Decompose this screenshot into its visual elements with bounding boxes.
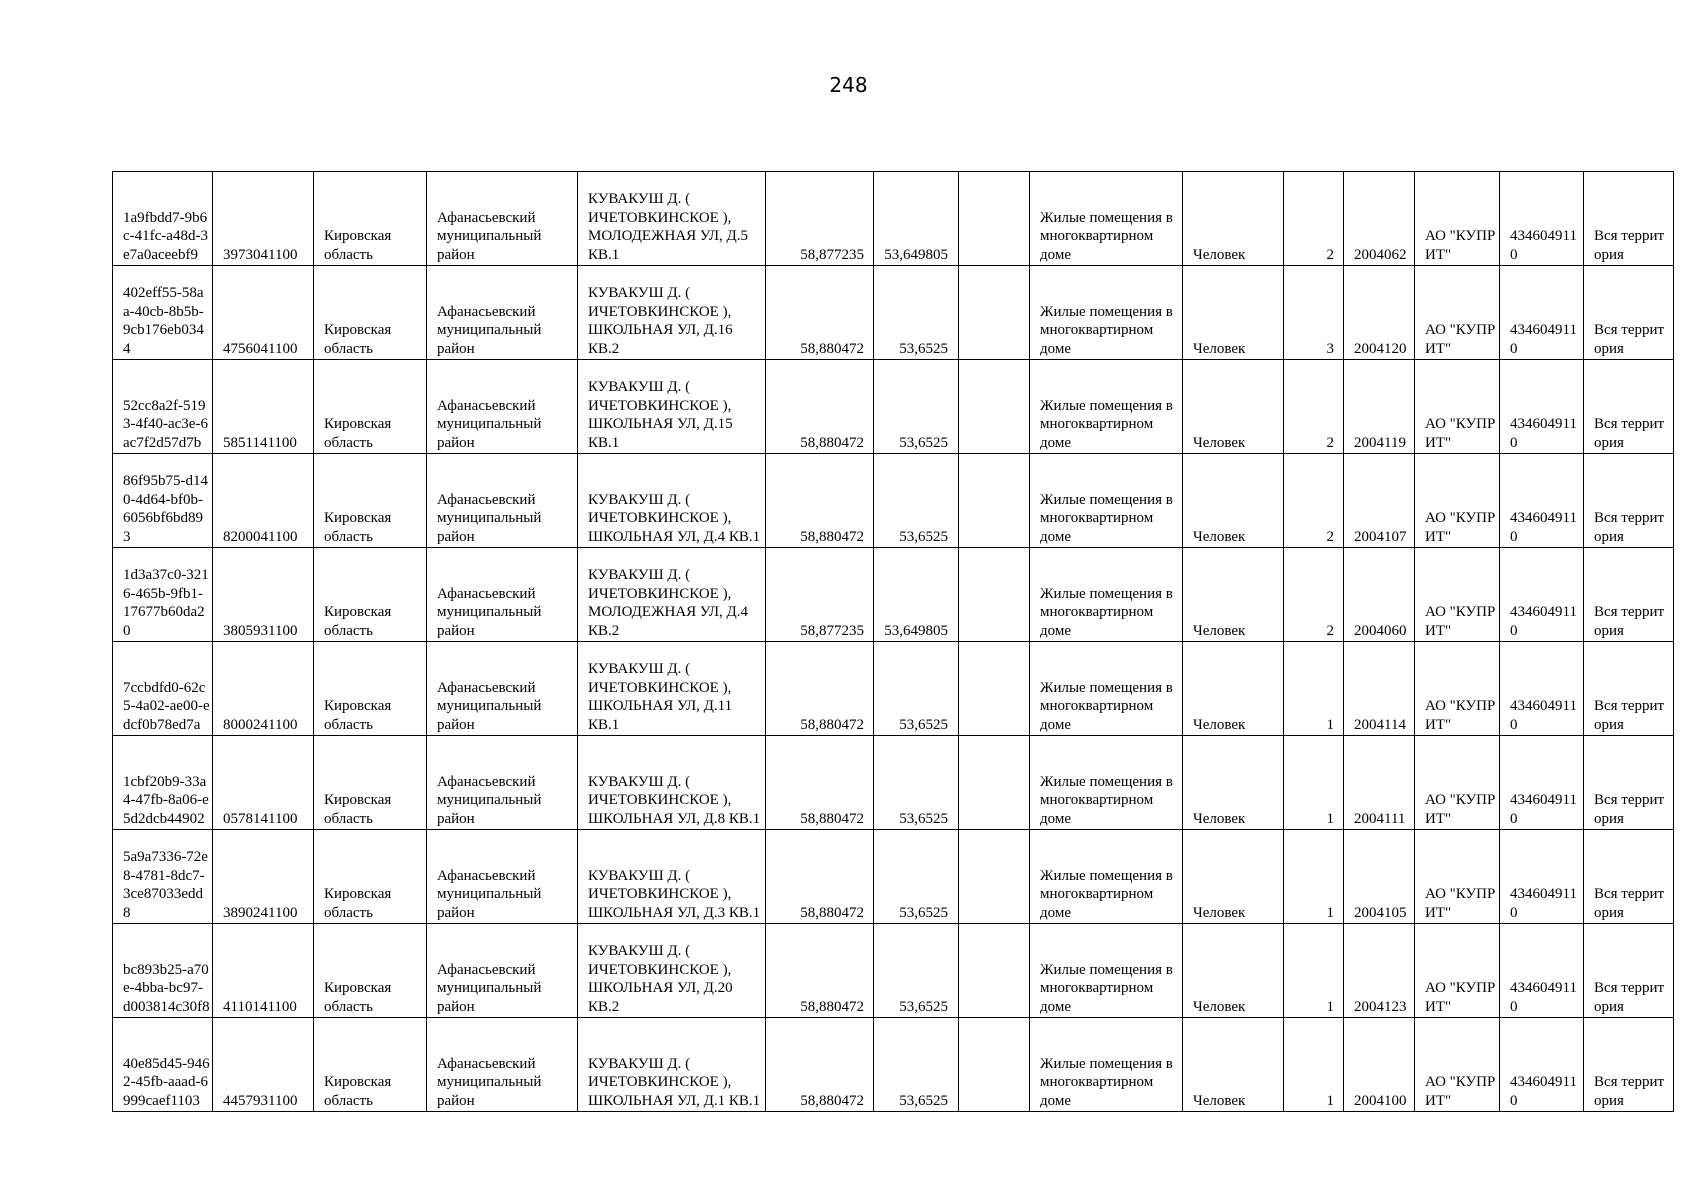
- cell-district: Афанасьевский муниципальный район: [427, 830, 578, 924]
- cell-premises-type: Жилые помещения в многоквартирном доме: [1030, 924, 1183, 1018]
- cell-empty: [959, 642, 1030, 736]
- cell-organization: АО "КУПРИТ": [1415, 548, 1500, 642]
- cell-count: 1: [1284, 642, 1344, 736]
- cell-territory: Вся территория: [1584, 1018, 1674, 1112]
- cell-code: 3805931100: [213, 548, 314, 642]
- table-row: [113, 360, 1674, 454]
- cell-code: 3890241100: [213, 830, 314, 924]
- cell-territory: Вся территория: [1584, 924, 1674, 1018]
- cell-latitude: 58,880472: [766, 360, 874, 454]
- cell-count: 2: [1284, 454, 1344, 548]
- cell-unit: Человек: [1183, 360, 1284, 454]
- cell-count: 1: [1284, 830, 1344, 924]
- cell-count: 3: [1284, 266, 1344, 360]
- cell-latitude: 58,880472: [766, 924, 874, 1018]
- cell-address: КУВАКУШ Д. ( ИЧЕТОВКИНСКОЕ ), ШКОЛЬНАЯ УЛ, Д.11 КВ.1: [578, 642, 766, 736]
- cell-unit: Человек: [1183, 830, 1284, 924]
- table-row: [113, 924, 1674, 1018]
- cell-district: Афанасьевский муниципальный район: [427, 548, 578, 642]
- cell-longitude: 53,6525: [874, 1018, 959, 1112]
- cell-territory: Вся территория: [1584, 830, 1674, 924]
- cell-organization: АО "КУПРИТ": [1415, 172, 1500, 266]
- table-body: [113, 172, 1674, 1112]
- table-row: [113, 454, 1674, 548]
- cell-latitude: 58,880472: [766, 642, 874, 736]
- cell-address: КУВАКУШ Д. ( ИЧЕТОВКИНСКОЕ ), ШКОЛЬНАЯ УЛ, Д.3 КВ.1: [578, 830, 766, 924]
- cell-region: Кировская область: [314, 924, 427, 1018]
- cell-address: КУВАКУШ Д. ( ИЧЕТОВКИНСКОЕ ), МОЛОДЕЖНАЯ УЛ, Д.4 КВ.2: [578, 548, 766, 642]
- cell-unit: Человек: [1183, 924, 1284, 1018]
- cell-ref-number: 2004120: [1344, 266, 1415, 360]
- cell-code: 8200041100: [213, 454, 314, 548]
- cell-organization: АО "КУПРИТ": [1415, 924, 1500, 1018]
- cell-longitude: 53,6525: [874, 830, 959, 924]
- table-row: [113, 830, 1674, 924]
- cell-region: Кировская область: [314, 1018, 427, 1112]
- cell-id: 1d3a37c0-3216-465b-9fb1-17677b60da20: [113, 548, 213, 642]
- cell-inn: 4346049110: [1500, 1018, 1584, 1112]
- cell-unit: Человек: [1183, 642, 1284, 736]
- cell-unit: Человек: [1183, 454, 1284, 548]
- cell-address: КУВАКУШ Д. ( ИЧЕТОВКИНСКОЕ ), МОЛОДЕЖНАЯ УЛ, Д.5 КВ.1: [578, 172, 766, 266]
- cell-territory: Вся территория: [1584, 736, 1674, 830]
- cell-longitude: 53,649805: [874, 172, 959, 266]
- cell-ref-number: 2004107: [1344, 454, 1415, 548]
- cell-longitude: 53,6525: [874, 360, 959, 454]
- cell-district: Афанасьевский муниципальный район: [427, 360, 578, 454]
- table-row: [113, 1018, 1674, 1112]
- cell-premises-type: Жилые помещения в многоквартирном доме: [1030, 548, 1183, 642]
- cell-id: 5a9a7336-72e8-4781-8dc7-3ce87033edd8: [113, 830, 213, 924]
- cell-premises-type: Жилые помещения в многоквартирном доме: [1030, 454, 1183, 548]
- cell-id: 52cc8a2f-5193-4f40-ac3e-6ac7f2d57d7b: [113, 360, 213, 454]
- cell-region: Кировская область: [314, 642, 427, 736]
- cell-code: 4756041100: [213, 266, 314, 360]
- cell-code: 4457931100: [213, 1018, 314, 1112]
- cell-premises-type: Жилые помещения в многоквартирном доме: [1030, 172, 1183, 266]
- cell-id: 1a9fbdd7-9b6c-41fc-a48d-3e7a0aceebf9: [113, 172, 213, 266]
- cell-longitude: 53,6525: [874, 924, 959, 1018]
- cell-id: 7ccbdfd0-62c5-4a02-ae00-edcf0b78ed7a: [113, 642, 213, 736]
- cell-district: Афанасьевский муниципальный район: [427, 924, 578, 1018]
- cell-territory: Вся территория: [1584, 172, 1674, 266]
- cell-unit: Человек: [1183, 266, 1284, 360]
- cell-inn: 4346049110: [1500, 548, 1584, 642]
- cell-id: 402eff55-58aa-40cb-8b5b-9cb176eb0344: [113, 266, 213, 360]
- cell-organization: АО "КУПРИТ": [1415, 642, 1500, 736]
- cell-code: 0578141100: [213, 736, 314, 830]
- cell-territory: Вся территория: [1584, 548, 1674, 642]
- cell-id: 86f95b75-d140-4d64-bf0b-6056bf6bd893: [113, 454, 213, 548]
- cell-territory: Вся территория: [1584, 454, 1674, 548]
- cell-empty: [959, 736, 1030, 830]
- cell-empty: [959, 454, 1030, 548]
- cell-inn: 4346049110: [1500, 924, 1584, 1018]
- table-row: [113, 266, 1674, 360]
- cell-ref-number: 2004123: [1344, 924, 1415, 1018]
- cell-unit: Человек: [1183, 1018, 1284, 1112]
- cell-region: Кировская область: [314, 830, 427, 924]
- cell-premises-type: Жилые помещения в многоквартирном доме: [1030, 360, 1183, 454]
- cell-empty: [959, 172, 1030, 266]
- cell-organization: АО "КУПРИТ": [1415, 736, 1500, 830]
- cell-ref-number: 2004119: [1344, 360, 1415, 454]
- cell-longitude: 53,6525: [874, 266, 959, 360]
- cell-premises-type: Жилые помещения в многоквартирном доме: [1030, 266, 1183, 360]
- cell-longitude: 53,6525: [874, 454, 959, 548]
- cell-inn: 4346049110: [1500, 266, 1584, 360]
- cell-count: 2: [1284, 360, 1344, 454]
- cell-district: Афанасьевский муниципальный район: [427, 736, 578, 830]
- table-row: [113, 642, 1674, 736]
- cell-region: Кировская область: [314, 454, 427, 548]
- cell-territory: Вся территория: [1584, 266, 1674, 360]
- cell-ref-number: 2004100: [1344, 1018, 1415, 1112]
- cell-latitude: 58,877235: [766, 548, 874, 642]
- cell-premises-type: Жилые помещения в многоквартирном доме: [1030, 642, 1183, 736]
- table-row: [113, 172, 1674, 266]
- cell-count: 1: [1284, 924, 1344, 1018]
- cell-empty: [959, 924, 1030, 1018]
- cell-premises-type: Жилые помещения в многоквартирном доме: [1030, 830, 1183, 924]
- cell-code: 4110141100: [213, 924, 314, 1018]
- cell-inn: 4346049110: [1500, 736, 1584, 830]
- cell-region: Кировская область: [314, 736, 427, 830]
- cell-region: Кировская область: [314, 548, 427, 642]
- cell-organization: АО "КУПРИТ": [1415, 1018, 1500, 1112]
- cell-region: Кировская область: [314, 360, 427, 454]
- cell-empty: [959, 830, 1030, 924]
- cell-latitude: 58,880472: [766, 736, 874, 830]
- cell-unit: Человек: [1183, 736, 1284, 830]
- cell-empty: [959, 360, 1030, 454]
- cell-organization: АО "КУПРИТ": [1415, 454, 1500, 548]
- cell-longitude: 53,6525: [874, 642, 959, 736]
- cell-address: КУВАКУШ Д. ( ИЧЕТОВКИНСКОЕ ), ШКОЛЬНАЯ УЛ, Д.8 КВ.1: [578, 736, 766, 830]
- cell-id: 40e85d45-9462-45fb-aaad-6999caef1103: [113, 1018, 213, 1112]
- table-row: [113, 548, 1674, 642]
- cell-address: КУВАКУШ Д. ( ИЧЕТОВКИНСКОЕ ), ШКОЛЬНАЯ УЛ, Д.1 КВ.1: [578, 1018, 766, 1112]
- cell-premises-type: Жилые помещения в многоквартирном доме: [1030, 1018, 1183, 1112]
- cell-id: 1cbf20b9-33a4-47fb-8a06-e5d2dcb44902: [113, 736, 213, 830]
- cell-address: КУВАКУШ Д. ( ИЧЕТОВКИНСКОЕ ), ШКОЛЬНАЯ УЛ, Д.16 КВ.2: [578, 266, 766, 360]
- cell-inn: 4346049110: [1500, 360, 1584, 454]
- cell-ref-number: 2004060: [1344, 548, 1415, 642]
- cell-inn: 4346049110: [1500, 830, 1584, 924]
- cell-ref-number: 2004114: [1344, 642, 1415, 736]
- cell-district: Афанасьевский муниципальный район: [427, 1018, 578, 1112]
- cell-ref-number: 2004105: [1344, 830, 1415, 924]
- cell-inn: 4346049110: [1500, 642, 1584, 736]
- cell-code: 3973041100: [213, 172, 314, 266]
- cell-organization: АО "КУПРИТ": [1415, 360, 1500, 454]
- cell-latitude: 58,880472: [766, 266, 874, 360]
- cell-code: 5851141100: [213, 360, 314, 454]
- cell-ref-number: 2004062: [1344, 172, 1415, 266]
- cell-district: Афанасьевский муниципальный район: [427, 172, 578, 266]
- cell-premises-type: Жилые помещения в многоквартирном доме: [1030, 736, 1183, 830]
- cell-address: КУВАКУШ Д. ( ИЧЕТОВКИНСКОЕ ), ШКОЛЬНАЯ УЛ, Д.20 КВ.2: [578, 924, 766, 1018]
- cell-count: 2: [1284, 172, 1344, 266]
- cell-address: КУВАКУШ Д. ( ИЧЕТОВКИНСКОЕ ), ШКОЛЬНАЯ УЛ, Д.15 КВ.1: [578, 360, 766, 454]
- cell-latitude: 58,880472: [766, 830, 874, 924]
- cell-organization: АО "КУПРИТ": [1415, 266, 1500, 360]
- cell-inn: 4346049110: [1500, 172, 1584, 266]
- cell-empty: [959, 1018, 1030, 1112]
- table-row: [113, 736, 1674, 830]
- cell-ref-number: 2004111: [1344, 736, 1415, 830]
- cell-territory: Вся территория: [1584, 360, 1674, 454]
- cell-count: 1: [1284, 1018, 1344, 1112]
- cell-latitude: 58,880472: [766, 1018, 874, 1112]
- cell-longitude: 53,6525: [874, 736, 959, 830]
- registry-table: [112, 171, 1674, 1112]
- cell-district: Афанасьевский муниципальный район: [427, 454, 578, 548]
- cell-id: bc893b25-a70e-4bba-bc97-d003814c30f8: [113, 924, 213, 1018]
- cell-empty: [959, 266, 1030, 360]
- cell-region: Кировская область: [314, 172, 427, 266]
- cell-district: Афанасьевский муниципальный район: [427, 642, 578, 736]
- cell-region: Кировская область: [314, 266, 427, 360]
- cell-empty: [959, 548, 1030, 642]
- cell-territory: Вся территория: [1584, 642, 1674, 736]
- cell-count: 2: [1284, 548, 1344, 642]
- cell-unit: Человек: [1183, 548, 1284, 642]
- cell-longitude: 53,649805: [874, 548, 959, 642]
- cell-latitude: 58,877235: [766, 172, 874, 266]
- cell-inn: 4346049110: [1500, 454, 1584, 548]
- cell-organization: АО "КУПРИТ": [1415, 830, 1500, 924]
- cell-count: 1: [1284, 736, 1344, 830]
- page-number: 248: [829, 73, 868, 97]
- cell-code: 8000241100: [213, 642, 314, 736]
- cell-unit: Человек: [1183, 172, 1284, 266]
- cell-latitude: 58,880472: [766, 454, 874, 548]
- cell-district: Афанасьевский муниципальный район: [427, 266, 578, 360]
- cell-address: КУВАКУШ Д. ( ИЧЕТОВКИНСКОЕ ), ШКОЛЬНАЯ УЛ, Д.4 КВ.1: [578, 454, 766, 548]
